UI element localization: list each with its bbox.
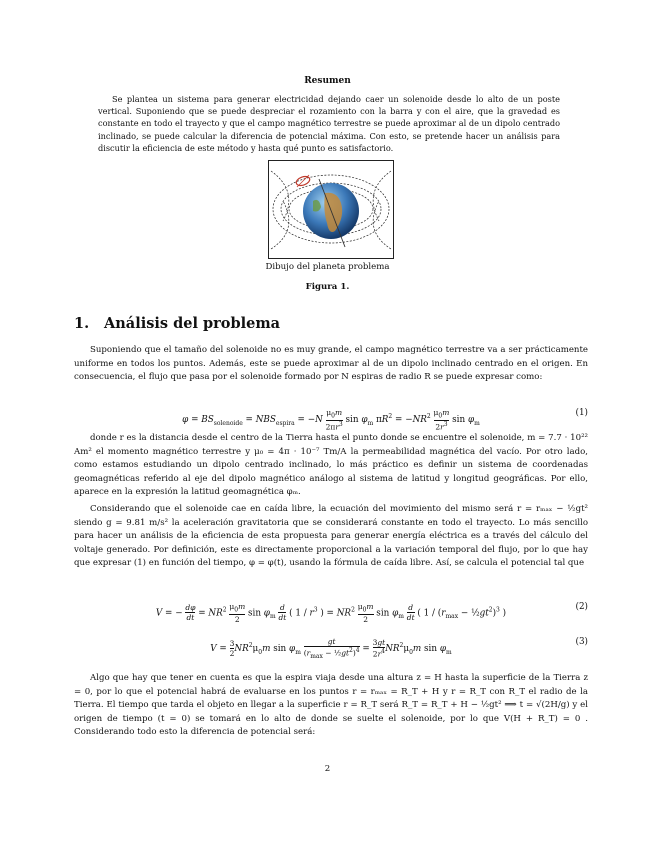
section-number: 1. [74,315,90,332]
paragraph-2: donde r es la distancia desde el centro de la Tierra hasta el punto donde se encuentre el solenoide, m = 7.7 · 10²² Am² el momento magnético terrestre y μ₀ = 4π · 10⁻⁷ Tm/A la permeabilidad magnética del vacío. Por otro lado, como estamos estudiando un dipolo centrado inclinado, lo más práctico es definir un sistema de coordenadas geomagnéticas referido al eje del dipolo magnético análogo al sistema de latitud y longitud geográficas. Por ello, aparece en la expresión la latitud geomagnética φₘ. [74,433,588,498]
section-title: Análisis del problema [104,315,281,332]
figure-caption: Dibujo del planeta problema [265,262,390,272]
figure-earth-dipole [268,160,394,259]
page-number: 2 [324,764,331,774]
paragraph-4: Algo que hay que tener en cuenta es que la espira viaja desde una altura z = H hasta la superficie de la Tierra z = 0, por lo que el potencial habrá de evaluarse en los puntos r = rₘₐₓ = R_T + H y r = R_T con R_T el radio de la Tierra. El tiempo que tarda el objeto en llegar a la superficie r = R_T será R_T = R_T + H − ½gt² ⟹ t = √(2H/g) y el origen de tiempo (t = 0) se tomará en lo alto de donde se suelte el solenoide, por lo que V(H + R_T) = 0 . Considerando todo esto la diferencia de potencial será: [74,673,588,738]
equation-3-body: V = $\frac{3}{2}$ $NR^2\mu_0m$ $\sin \varphi_m$ gt ($r_{max}$ − $\frac{1}{2}gt^2)^4$ = $\frac{3gt}{2r^4}$ $NR^2\mu_0m$ $\sin \varphi_m$ [210,637,452,660]
figure-label: Figura 1. [305,282,350,292]
equation-2-body: V = − $\frac{d\varphi}{dt}$ = $NR^2$ $\frac{\mu_0m}{2}$ $\sin \varphi_m$ $\frac{d}{dt}$ ( $1 / r^3$ ) = $NR^2$ $\frac{\mu_0m}{2}$ $\sin \varphi_m$ $\frac{d}{dt}$ ( $1 / (r_{max}$ − $\frac{1}{2}gt^2)^3$ ) [155,602,507,624]
equation-2 [74,598,588,624]
equation-3-tag: (3) [575,637,588,647]
equation-1 [74,404,588,431]
earth-dipole-illustration [269,161,393,258]
paragraph-3: Considerando que el solenoide cae en caída libre, la ecuación del movimiento del mismo será r = rₘₐₓ − ½gt² siendo g = 9.81 m/s² la aceleración gravitatoria que se considerará constante en todo el trayecto. Lo más sencillo para hacer un análisis de la eficiencia de esta propuesta para generar energía eléctrica es a través del cálculo del voltaje generado. Por definición, este es directamente proporcional a la variación temporal del flujo, por lo que hay que expresar (1) en función del tiempo, φ = φ(t), usando la fórmula de caída libre. Así, se calcula el potencial tal que [74,504,588,569]
equation-1-tag: (1) [575,408,588,418]
abstract-text: Se plantea un sistema para generar electricidad dejando caer un solenoide desde lo alto de un poste vertical. Suponiendo que se puede despreciar el rozamiento con la barra y con el aire, que la gravedad es constante en todo el trayecto y que el campo magnético terrestre se puede aproximar al de un dipolo centrado inclinado, se puede calcular la diferencia de potencial máxima. Con esto, se pretende hacer un análisis para discutir la eficiencia de este método y hasta qué punto es satisfactorio. [98,94,560,153]
equation-3 [74,633,588,660]
equation-2-tag: (2) [575,602,588,612]
abstract-title: Resumen [304,76,351,86]
equation-1-body: $\varphi = BS_{solenoide} = NBS_{espira} = -N$ $\frac{\mu_0m}{2\pi r^3}$ $\sin \varphi_m$ $\pi R^2 = -NR^2$ $\frac{\mu_0m}{2r^3}$ $\sin \varphi_m$ [182,408,480,431]
section-heading [74,315,280,332]
paragraph-1: Suponiendo que el tamaño del solenoide no es muy grande, el campo magnético terrestre va a ser prácticamente uniforme en todos los puntos. Además, este se puede aproximar al de un dipolo inclinado centrado en el origen. En consecuencia, el flujo que pasa por el solenoide formado por N espiras de radio R se puede expresar como: [74,345,588,383]
